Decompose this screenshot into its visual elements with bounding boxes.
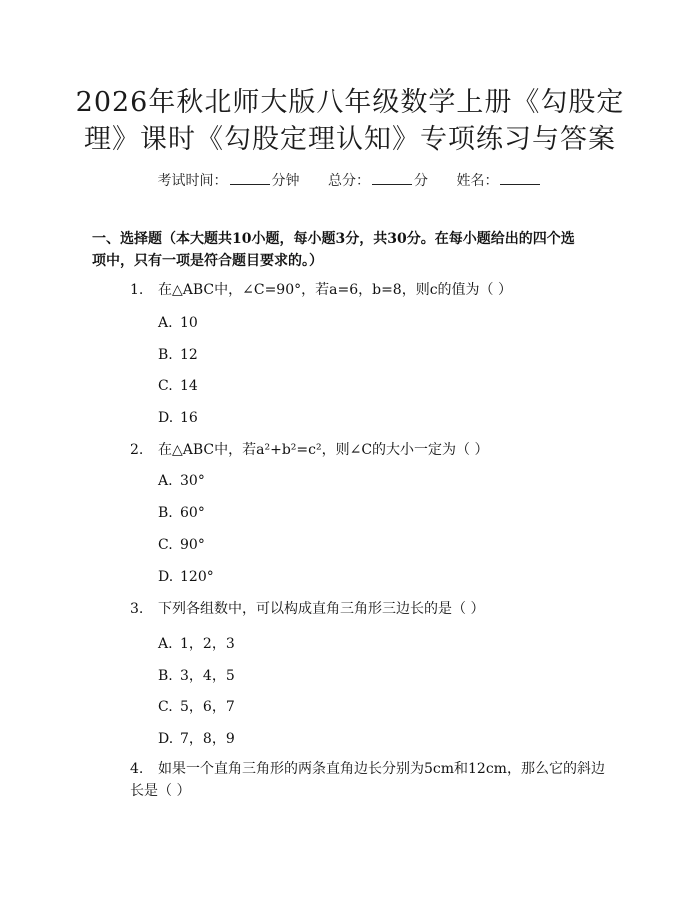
title-line-2: 理》课时《勾股定理认知》专项练习与答案 bbox=[84, 124, 616, 155]
option-text: 60° bbox=[180, 505, 205, 521]
question-4-continued bbox=[130, 780, 630, 802]
question-number: 2. bbox=[130, 442, 144, 458]
question-4 bbox=[130, 758, 630, 780]
option-text: 90° bbox=[180, 537, 205, 553]
student-name bbox=[456, 170, 542, 190]
question-text: 下列各组数中，可以构成直角三角形三边长的是（ ） bbox=[158, 601, 485, 617]
student-name-label: 姓名： bbox=[456, 173, 499, 189]
option-2a bbox=[158, 473, 205, 489]
option-text: 120° bbox=[180, 569, 214, 585]
total-score-blank bbox=[372, 171, 412, 185]
total-score-label: 总分： bbox=[328, 173, 370, 189]
option-letter: C. bbox=[158, 378, 173, 394]
question-text-line-1: 如果一个直角三角形的两条直角边长分别为5cm和12cm，那么它的斜边 bbox=[158, 761, 605, 777]
option-letter: D. bbox=[158, 410, 174, 426]
option-1a bbox=[158, 315, 198, 331]
option-text: 14 bbox=[180, 378, 198, 394]
total-score bbox=[328, 170, 428, 190]
option-letter: A. bbox=[158, 473, 173, 489]
option-text: 5，6，7 bbox=[180, 699, 235, 715]
question-number: 3. bbox=[130, 601, 144, 617]
exam-time-unit: 分钟 bbox=[271, 173, 300, 189]
question-number: 1. bbox=[130, 282, 144, 298]
question-text: 在△ABC中，∠C=90°，若a=6，b=8，则c的值为（ ） bbox=[158, 282, 512, 298]
option-3d bbox=[158, 728, 235, 748]
option-1d bbox=[158, 410, 198, 426]
option-letter: B. bbox=[158, 347, 173, 363]
option-text: 7，8，9 bbox=[180, 731, 235, 747]
section-heading-line-2: 项中，只有一项是符合题目要求的。） bbox=[92, 253, 323, 269]
exam-time bbox=[158, 170, 300, 190]
total-score-unit: 分 bbox=[414, 173, 428, 189]
option-letter: C. bbox=[158, 537, 173, 553]
option-text: 3，4，5 bbox=[180, 668, 235, 684]
option-2d bbox=[158, 569, 214, 585]
option-text: 30° bbox=[180, 473, 205, 489]
option-text: 10 bbox=[180, 315, 198, 331]
option-3c bbox=[158, 696, 235, 716]
question-text-line-2: 长是（ ） bbox=[130, 783, 191, 799]
option-3b bbox=[158, 665, 235, 685]
option-letter: D. bbox=[158, 731, 174, 747]
option-2b bbox=[158, 505, 205, 521]
question-3 bbox=[130, 598, 630, 620]
question-text: 在△ABC中，若a²+b²=c²，则∠C的大小一定为（ ） bbox=[158, 442, 489, 458]
option-letter: A. bbox=[158, 636, 173, 652]
document-title bbox=[70, 84, 630, 158]
exam-time-label: 考试时间： bbox=[157, 173, 228, 189]
exam-time-blank bbox=[230, 171, 270, 185]
option-text: 12 bbox=[180, 347, 198, 363]
exam-info-bar bbox=[0, 170, 700, 190]
question-number: 4. bbox=[130, 761, 144, 777]
option-2c bbox=[158, 537, 205, 553]
option-letter: D. bbox=[158, 569, 174, 585]
section-heading-line-1: 一、选择题（本大题共10小题，每小题3分，共30分。在每小题给出的四个选 bbox=[92, 231, 575, 247]
option-text: 16 bbox=[180, 410, 198, 426]
question-1 bbox=[130, 279, 630, 301]
option-letter: B. bbox=[158, 668, 173, 684]
option-letter: C. bbox=[158, 699, 173, 715]
option-1b bbox=[158, 347, 198, 363]
title-line-1: 2026年秋北师大版八年级数学上册《勾股定 bbox=[75, 87, 625, 118]
option-text: 1，2，3 bbox=[180, 636, 235, 652]
option-letter: A. bbox=[158, 315, 173, 331]
option-3a bbox=[158, 633, 235, 653]
option-1c bbox=[158, 378, 198, 394]
section-heading bbox=[92, 228, 612, 272]
student-name-blank bbox=[500, 171, 540, 185]
question-2 bbox=[130, 439, 630, 461]
option-letter: B. bbox=[158, 505, 173, 521]
